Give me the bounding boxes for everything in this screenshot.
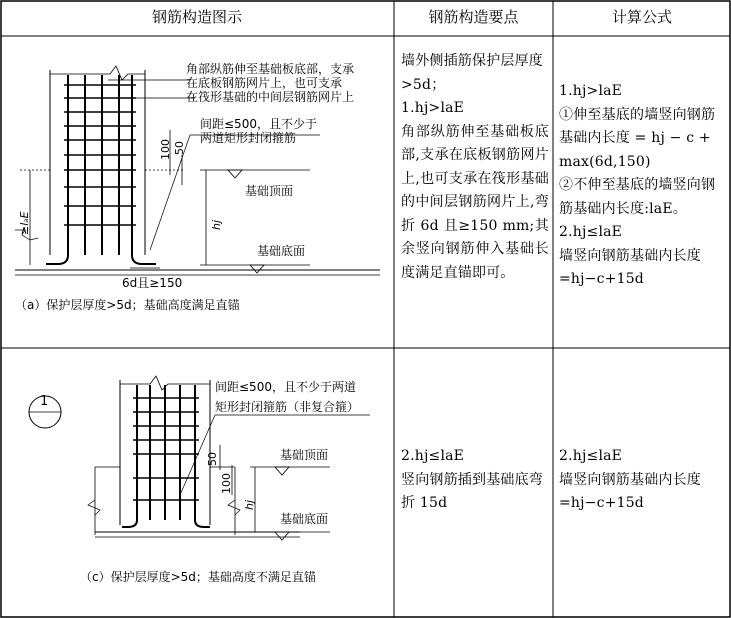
dim-c-50: 50: [206, 452, 219, 466]
note-a-line1: 角部纵筋伸至基础板底部，支承: [186, 62, 355, 76]
label-a-top: 基础顶面: [245, 184, 294, 198]
formula-row1-line5: 墙竖向钢筋基础内长度=hj−c+15d: [559, 247, 701, 287]
dim-a-lae: ≥lₐE: [18, 211, 31, 235]
dim-a-hj: hj: [210, 219, 223, 230]
formula-row1: [559, 80, 727, 292]
dim-a-6d: 6d且≥150: [122, 276, 183, 290]
formula-row1-line3: ②不伸至基底的墙竖向钢筋基础内长度:laE。: [559, 177, 716, 217]
diagram-a: [10, 60, 390, 320]
points-row1-line1: 墙外侧插筋保护层厚度>5d；: [401, 53, 543, 93]
caption-a: （a）保护层厚度>5d；基础高度满足直锚: [15, 298, 240, 312]
formula-row1-line2: ①伸至基底的墙竖向钢筋基础内长度 = hj − c + max(6d,150): [559, 106, 716, 170]
points-row1-line2: 1.hj>laE: [401, 100, 465, 116]
label-c-bottom: 基础底面: [280, 512, 329, 526]
label-a-bottom: 基础底面: [257, 244, 306, 258]
caption-c: （c）保护层厚度>5d；基础高度不满足直锚: [80, 570, 316, 584]
points-row2-line2: 竖向钢筋插到基础底弯折 15d: [401, 471, 543, 511]
note-c-line2: 矩形封闭箍筋（非复合箍）: [215, 400, 360, 414]
note-a-spacing1: 间距≤500，且不少于: [200, 117, 317, 131]
points-row2-line1: 2.hj≤laE: [401, 448, 465, 464]
marker-number: 1: [40, 394, 49, 409]
points-row1: [401, 50, 549, 285]
dim-a-100: 100: [159, 139, 172, 160]
note-c-line1: 间距≤500，且不少于两道: [215, 380, 356, 394]
header-formula: 计算公式: [611, 8, 672, 26]
label-c-top: 基础顶面: [280, 448, 329, 462]
note-a-spacing2: 两道矩形封闭箍筋: [200, 131, 297, 145]
dim-c-hj: hj: [243, 499, 256, 510]
header-diagram: 钢筋构造图示: [151, 8, 242, 26]
formula-row2-line2: 墙竖向钢筋基础内长度=hj−c+15d: [559, 471, 701, 511]
diagram-c: [10, 370, 390, 600]
dim-a-50: 50: [173, 141, 186, 155]
formula-row1-line4: 2.hj≤laE: [559, 224, 623, 240]
note-a-line2: 在底板钢筋网片上，也可支承: [186, 76, 343, 90]
dim-c-100: 100: [220, 473, 233, 494]
points-row2: [401, 445, 549, 516]
formula-row2: [559, 445, 727, 516]
note-a-line3: 在筏形基础的中间层钢筋网片上: [186, 90, 355, 104]
formula-row1-line1: 1.hj>laE: [559, 83, 623, 99]
formula-row2-line1: 2.hj≤laE: [559, 448, 623, 464]
header-points: 钢筋构造要点: [428, 8, 519, 26]
points-row1-line3: 角部纵筋伸至基础板底部,支承在底板钢筋网片上,也可支承在筏形基础的中间层钢筋网片上,弯折 6d 且≥150 mm;其余竖向钢筋伸入基础长度满足直锚即可。: [401, 123, 549, 281]
